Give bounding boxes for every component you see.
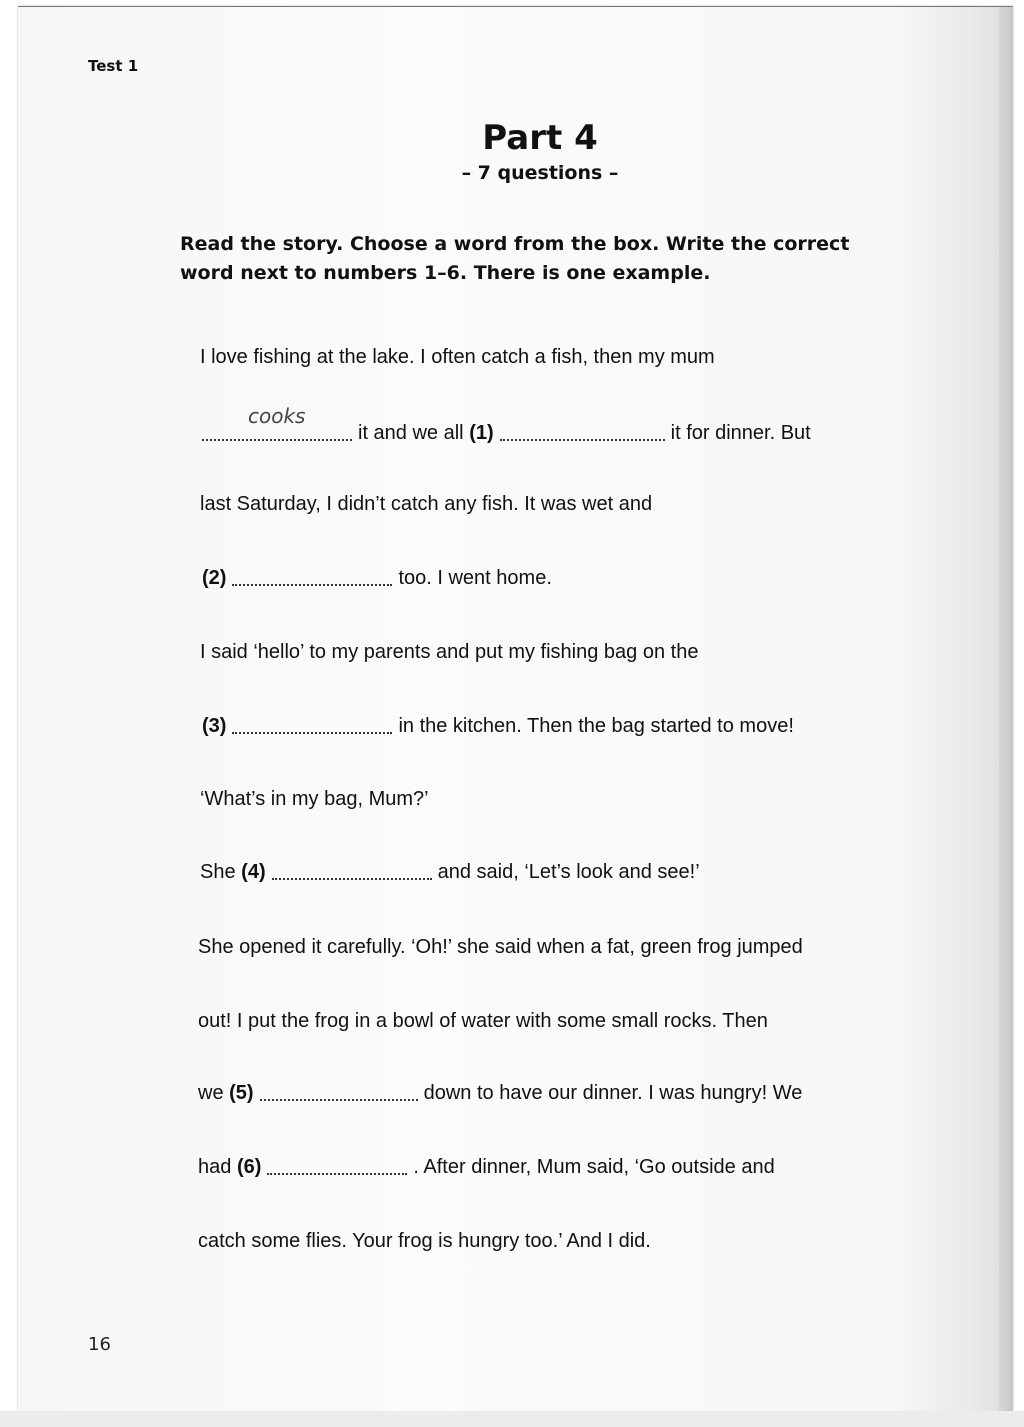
story-line-12: had (6) . After dinner, Mum said, ‘Go outside and [198, 1156, 775, 1178]
worksheet-page [18, 6, 1013, 1412]
story-line-9: She opened it carefully. ‘Oh!’ she said when a fat, green frog jumped [198, 936, 803, 958]
answer-blank-1[interactable] [500, 425, 665, 441]
story-line-8: She (4) and said, ‘Let’s look and see!’ [200, 861, 700, 883]
question-number: (4) [241, 861, 266, 883]
question-number: (5) [229, 1082, 254, 1104]
bottom-strip [0, 1411, 1024, 1427]
test-label: Test 1 [88, 57, 139, 75]
question-count: – 7 questions – [461, 162, 619, 184]
story-line-1: I love fishing at the lake. I often catch a fish, then my mum [200, 346, 715, 368]
example-answer: cooks [248, 404, 306, 428]
story-line-7: ‘What’s in my bag, Mum?’ [200, 788, 429, 810]
example-blank [202, 425, 352, 441]
story-line-13: catch some flies. Your frog is hungry too.’ And I did. [198, 1230, 651, 1252]
page-number: 16 [88, 1334, 111, 1355]
story-line-5: I said ‘hello’ to my parents and put my fishing bag on the [200, 641, 699, 663]
answer-blank-2[interactable] [232, 570, 392, 586]
story-line-11: we (5) down to have our dinner. I was hungry! We [198, 1082, 803, 1104]
story-line-4: (2) too. I went home. [202, 567, 552, 589]
question-number: (1) [469, 422, 494, 444]
instructions: Read the story. Choose a word from the box. Write the correct word next to numbers 1–6. There is one example. [180, 233, 850, 284]
story-line-6: (3) in the kitchen. Then the bag started to move! [202, 715, 794, 737]
story-line-10: out! I put the frog in a bowl of water with some small rocks. Then [198, 1010, 768, 1032]
story-line-3: last Saturday, I didn’t catch any fish. It was wet and [200, 493, 653, 515]
question-number: (2) [202, 567, 227, 589]
question-number: (3) [202, 715, 227, 737]
answer-blank-6[interactable] [267, 1159, 407, 1175]
page-edge-shadow [999, 7, 1013, 1412]
answer-blank-5[interactable] [260, 1085, 418, 1101]
page-title: Part 4 [482, 118, 598, 158]
answer-blank-3[interactable] [232, 718, 392, 734]
answer-blank-4[interactable] [272, 864, 432, 880]
question-number: (6) [236, 1156, 262, 1178]
story-line-2: it and we all (1) it for dinner. But [202, 422, 811, 445]
